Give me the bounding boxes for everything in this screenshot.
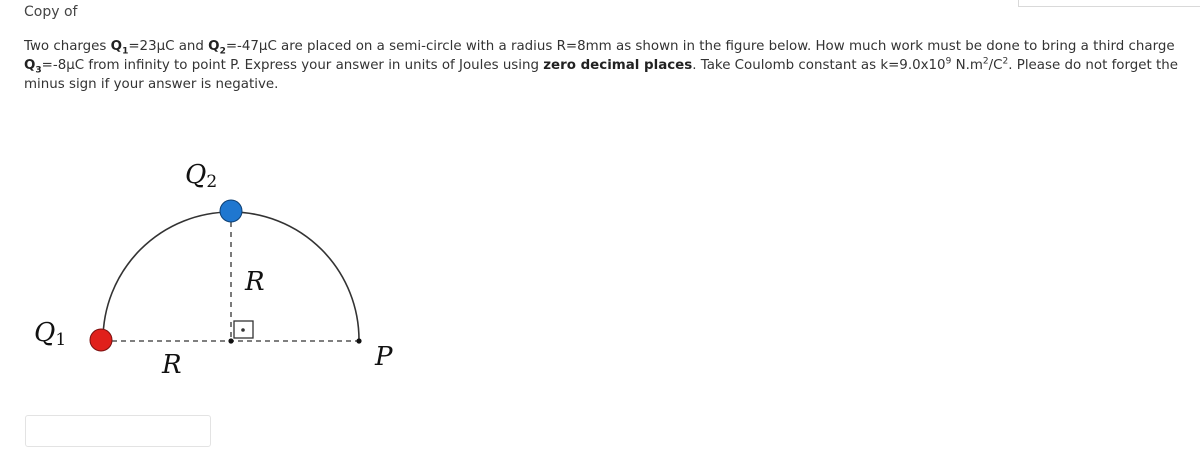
r-horizontal-label: R [162, 350, 182, 380]
exponent: 2 [1002, 56, 1009, 67]
charge-diagram [20, 140, 420, 389]
p-label: P [375, 342, 393, 372]
point-p [356, 338, 361, 343]
diagram-svg [20, 140, 420, 385]
right-angle-dot [241, 328, 245, 332]
question-fragment: Two charges [24, 39, 111, 54]
question-text [24, 37, 1192, 94]
q2-subscript: 2 [219, 46, 226, 57]
q3-subscript: 3 [35, 65, 42, 76]
top-right-box [1018, 0, 1200, 7]
question-fragment: =-47μC are placed on a semi-circle with a radius R=8mm as shown in the figure below. How much work must be done to bring a third charge [225, 39, 1175, 54]
question-fragment: /C [988, 58, 1003, 73]
q2-label: Q [208, 39, 220, 54]
question-fragment: =23μC and [128, 39, 209, 54]
q3-label: Q [24, 58, 36, 73]
charge-q2 [220, 200, 242, 222]
charge-q1 [90, 329, 112, 351]
exponent: 9 [945, 56, 952, 67]
question-fragment: . Please do not forget the minus sign if your answer is negative. [24, 58, 1178, 92]
q1-subscript: 1 [122, 46, 129, 57]
center-point [228, 338, 233, 343]
q1-figure-label: Q1 [34, 318, 67, 350]
answer-input[interactable] [25, 415, 211, 447]
emphasis-text: zero decimal places [543, 58, 693, 73]
q2-figure-label: Q2 [185, 160, 218, 192]
question-fragment: N.m [951, 58, 983, 73]
page-title: Copy of [24, 4, 78, 20]
q1-label: Q [110, 39, 123, 54]
r-vertical-label: R [245, 267, 265, 297]
question-fragment: . Take Coulomb constant as k=9.0x10 [692, 58, 946, 73]
question-fragment: =-8μC from infinity to point P. Express your answer in units of Joules using [41, 58, 544, 73]
exponent: 2 [982, 56, 989, 67]
